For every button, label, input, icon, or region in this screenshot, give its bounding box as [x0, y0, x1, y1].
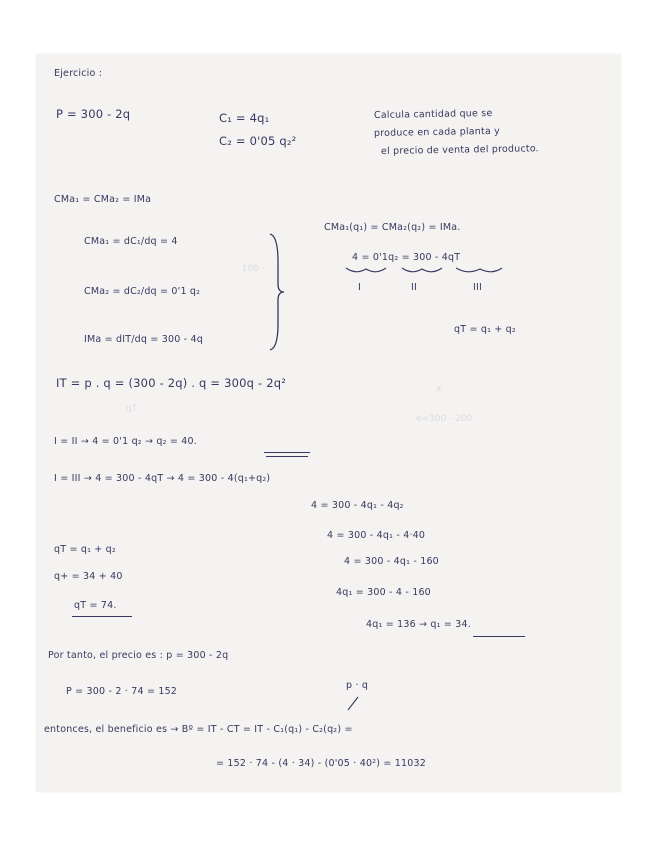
profit-calc: = 152 · 74 - (4 · 34) - (0'05 · 40²) = 11032 [216, 758, 426, 769]
label-iii: III [473, 282, 483, 293]
task-text-1: Calcula cantidad que se [373, 107, 493, 121]
q2-underline [264, 452, 310, 453]
bleed-through-mark: qT [126, 404, 138, 414]
bleed-through-mark: x [436, 384, 442, 394]
qt-line-2: q+ = 34 + 40 [54, 571, 123, 582]
price-calc: P = 300 - 2 · 74 = 152 [66, 686, 178, 697]
notebook-page [36, 54, 621, 792]
q1-underline [473, 636, 525, 637]
step-4: 4q₁ = 300 - 4 - 160 [336, 587, 431, 598]
under-brace [344, 266, 504, 280]
note-arrow [346, 696, 360, 712]
bleed-through-mark: e=300 - 200 [416, 414, 473, 424]
q2-underline-2 [266, 456, 308, 457]
ima-derivative: IMa = dIT/dq = 300 - 4q [84, 334, 203, 345]
qt-underline [72, 616, 132, 617]
cost2-equation: C₂ = 0'05 q₂² [219, 134, 297, 148]
profit-intro: entonces, el beneficio es → Bº = IT - CT = IT - C₁(q₁) - C₂(q₂) = [44, 724, 353, 735]
price-intro: Por tanto, el precio es : p = 300 - 2q [48, 650, 229, 661]
demand-equation: P = 300 - 2q [56, 107, 131, 121]
task-text-3: el precio de venta del producto. [380, 143, 539, 157]
system-values: 4 = 0'1q₂ = 300 - 4qT [352, 252, 461, 263]
step-5: 4q₁ = 136 → q₁ = 34. [366, 619, 471, 630]
cost1-equation: C₁ = 4q₁ [219, 111, 270, 125]
equilibrium-condition: CMa₁ = CMa₂ = IMa [54, 194, 152, 205]
step-3: 4 = 300 - 4q₁ - 160 [344, 556, 439, 567]
cma2-derivative: CMa₂ = dC₂/dq = 0'1 q₂ [84, 286, 201, 297]
header-label: Ejercicio : [54, 68, 103, 79]
label-ii: II [411, 282, 418, 293]
pq-note: p · q [346, 680, 369, 691]
system-equation: CMa₁(q₁) = CMa₂(q₂) = IMa. [324, 222, 461, 233]
i-equals-ii: I = II → 4 = 0'1 q₂ → q₂ = 40. [54, 436, 197, 447]
step-1: 4 = 300 - 4q₁ - 4q₂ [311, 500, 404, 511]
qt-definition: qT = q₁ + q₂ [454, 324, 516, 335]
bleed-through-mark: · 100 - [236, 264, 266, 274]
total-income: IT = p . q = (300 - 2q) . q = 300q - 2q² [56, 376, 287, 390]
cma1-derivative: CMa₁ = dC₁/dq = 4 [84, 236, 178, 247]
step-2: 4 = 300 - 4q₁ - 4·40 [327, 530, 426, 541]
qt-line-1: qT = q₁ + q₂ [54, 544, 116, 555]
i-equals-iii: I = III → 4 = 300 - 4qT → 4 = 300 - 4(q₁+q₂) [54, 473, 271, 484]
task-text-2: produce en cada planta y [373, 125, 501, 139]
right-brace [266, 232, 286, 352]
qt-line-3: qT = 74. [74, 600, 117, 611]
label-i: I [358, 282, 362, 293]
